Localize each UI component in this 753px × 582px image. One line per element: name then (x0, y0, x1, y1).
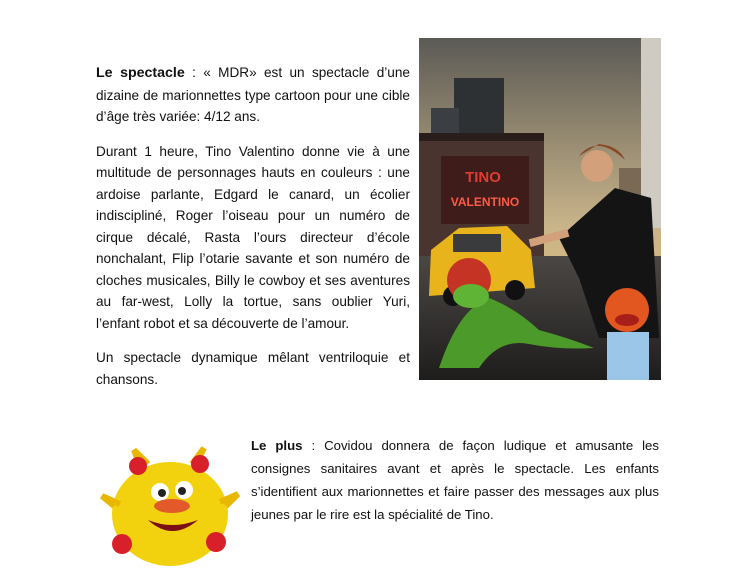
plus-section (251, 434, 659, 526)
tino-valentino-neon-sign (441, 156, 529, 224)
spectacle-closing: Un spectacle dynamique mêlant ventriloquie et chansons. (96, 350, 410, 387)
plus-heading: Le plus (251, 438, 303, 453)
spectacle-heading: Le spectacle (96, 65, 185, 81)
spectacle-description: Durant 1 heure, Tino Valentino donne vie à une multitude de personnages hauts en couleurs : une ardoise parlante, Edgard le canard, un écolier indiscipliné, Roger l’oiseau pour un numéro de cirque décalé, Rasta l’ours directeur d’école nonchalant, Flip l’otarie savante et son numéro de cloches musicales, Billy le cowboy et ses aventures au far-west, Lolly la tortue, sans oublier Yuri, l’enfant robot et sa découverte de l’amour. (96, 143, 410, 331)
sign-line-2: VALENTINO (450, 195, 520, 209)
show-poster-image (419, 38, 661, 380)
covidou-puppet-image (100, 446, 240, 572)
red-boy-puppet (605, 288, 649, 380)
spectacle-section (96, 62, 410, 403)
spectacle-intro-paragraph (96, 62, 410, 128)
spectacle-intro-text: : « MDR» est un spectacle d’une dizaine de marionnettes type cartoon pour une cible d’âge très variée: 4/12 ans. (96, 65, 410, 124)
sign-line-1: TINO (465, 169, 501, 186)
plus-text: : Covidou donnera de façon ludique et amusante les consignes sanitaires avant et après le spectacle. Les enfants s’identifient aux marionnettes et faire passer des messages aux plus jeunes par le rire est la spécialité de Tino. (251, 438, 659, 522)
